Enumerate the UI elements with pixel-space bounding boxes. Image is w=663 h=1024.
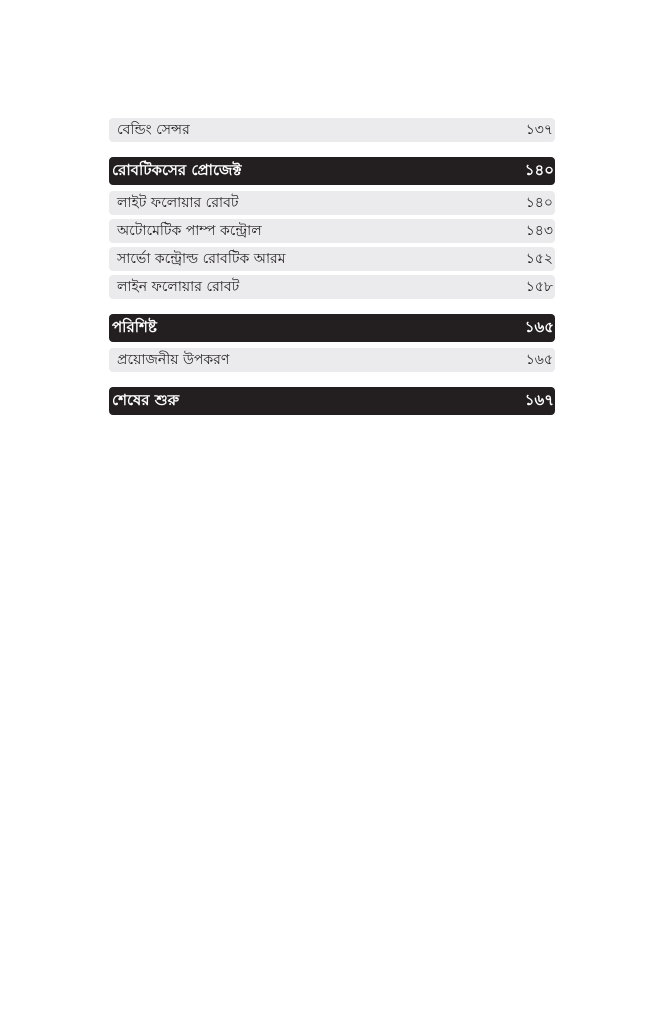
toc-entry[interactable] <box>109 247 555 271</box>
entry-page: ১৪৩ <box>525 223 553 239</box>
entry-title: লাইট ফলোয়ার রোবট <box>117 195 239 211</box>
toc-section[interactable] <box>109 314 555 342</box>
entry-page: ১৫২ <box>525 251 553 267</box>
entry-title: প্রয়োজনীয় উপকরণ <box>117 352 230 368</box>
toc-entry[interactable] <box>109 219 555 243</box>
entry-title: বেন্ডিং সেন্সর <box>117 122 190 138</box>
entry-page: ১৬৫ <box>525 352 553 368</box>
section-title: শেষের শুরু <box>112 390 180 409</box>
section-title: পরিশিষ্ট <box>112 317 157 336</box>
entry-page: ১৫৮ <box>525 279 553 295</box>
toc-entry[interactable] <box>109 118 555 142</box>
entry-title: অটোমেটিক পাম্প কন্ট্রোল <box>117 223 262 239</box>
entry-page: ১৪০ <box>525 195 553 211</box>
entry-title: লাইন ফলোয়ার রোবট <box>117 279 240 295</box>
toc-entry[interactable] <box>109 191 555 215</box>
section-title: রোবটিকসের প্রোজেক্ট <box>112 160 242 179</box>
entry-title: সার্ভো কন্ট্রোল্ড রোবটিক আরম <box>117 251 286 267</box>
section-page: ১৬৭ <box>524 390 554 409</box>
toc-section[interactable] <box>109 387 555 415</box>
section-page: ১৪০ <box>524 160 554 179</box>
toc-section[interactable] <box>109 157 555 185</box>
toc-entry[interactable] <box>109 275 555 299</box>
entry-page: ১৩৭ <box>525 122 553 138</box>
section-page: ১৬৫ <box>524 317 554 336</box>
toc-entry[interactable] <box>109 348 555 372</box>
